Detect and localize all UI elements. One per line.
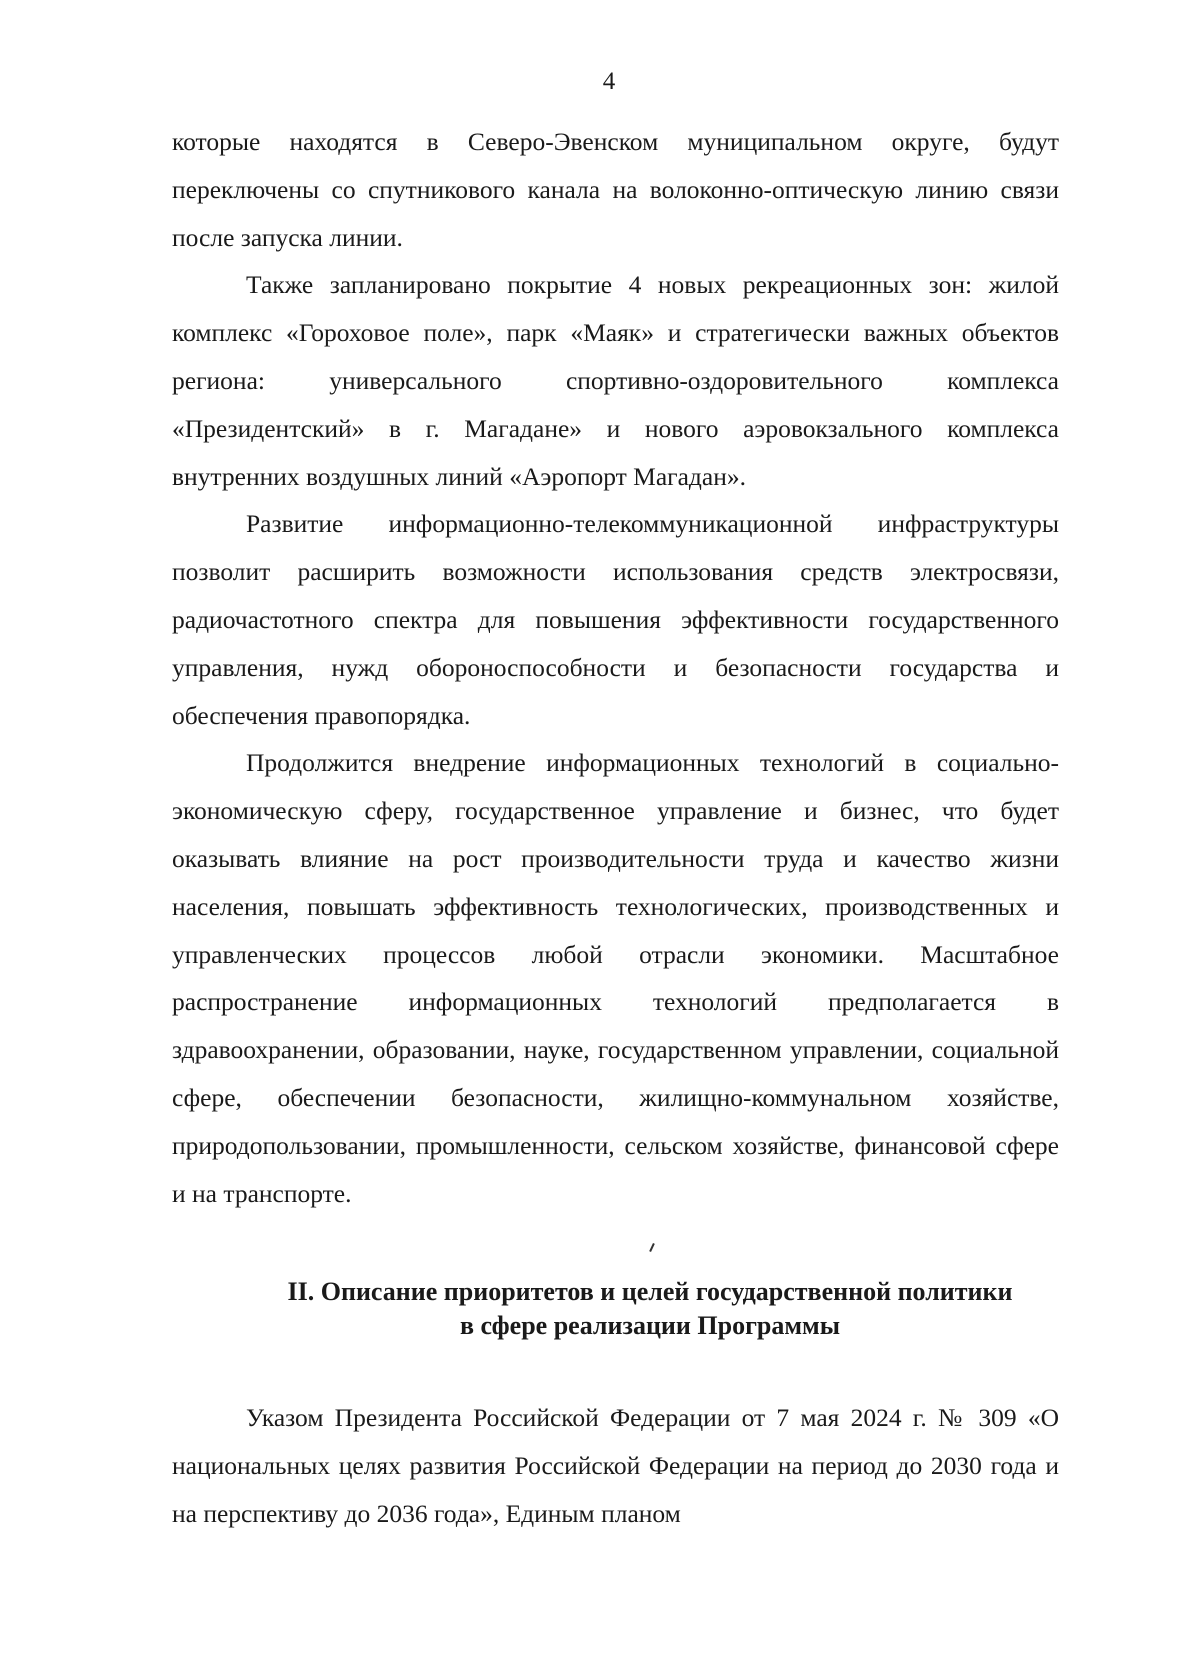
section-text xyxy=(172,1394,1059,1537)
body-text xyxy=(172,118,1059,1217)
section-heading xyxy=(200,1275,1100,1343)
scan-speck xyxy=(649,1243,655,1252)
paragraph-it-adoption: Продолжится внедрение информационных технологий в социально-экономическую сферу, государственное управление и бизнес, что будет оказывать влияние на рост производительности труда и качество жизни населения, повышать эффективность технологических, производственных и управленческих процессов любой отрасли экономики. Масштабное распространение информационных технологий предполагается в здравоохранении, образовании, науке, государственном управлении, социальной сфере, обеспечении безопасности, жилищно-коммунальном хозяйстве, природопользовании, промышленности, сельском хозяйстве, финансовой сфере и на транспорте. xyxy=(172,748,1059,1208)
page-number: 4 xyxy=(602,68,616,95)
paragraph-decree: Указом Президента Российской Федерации от 7 мая 2024 г. № 309 «О национальных целях развития Российской Федерации на период до 2030 года и на перспективу до 2036 года», Единым планом xyxy=(172,1403,1059,1528)
section-heading-line-1: II. Описание приоритетов и целей государственной политики xyxy=(287,1277,1013,1306)
paragraph-recreation-zones: Также запланировано покрытие 4 новых рекреационных зон: жилой комплекс «Гороховое поле», парк «Маяк» и стратегически важных объектов региона: универсального спортивно-оздоровительного комплекса «Президентский» в г. Магадане» и нового аэровокзального комплекса внутренних воздушных линий «Аэропорт Магадан». xyxy=(172,270,1059,491)
paragraph-continuation: которые находятся в Северо-Эвенском муниципальном округе, будут переключены со спутникового канала на волоконно-оптическую линию связи после запуска линии. xyxy=(172,127,1059,252)
section-heading-line-2: в сфере реализации Программы xyxy=(459,1311,841,1340)
paragraph-infrastructure: Развитие информационно-телекоммуникационной инфраструктуры позволит расширить возможности использования средств электросвязи, радиочастотного спектра для повышения эффективности государственного управления, нужд обороноспособности и безопасности государства и обеспечения правопорядка. xyxy=(172,509,1059,730)
